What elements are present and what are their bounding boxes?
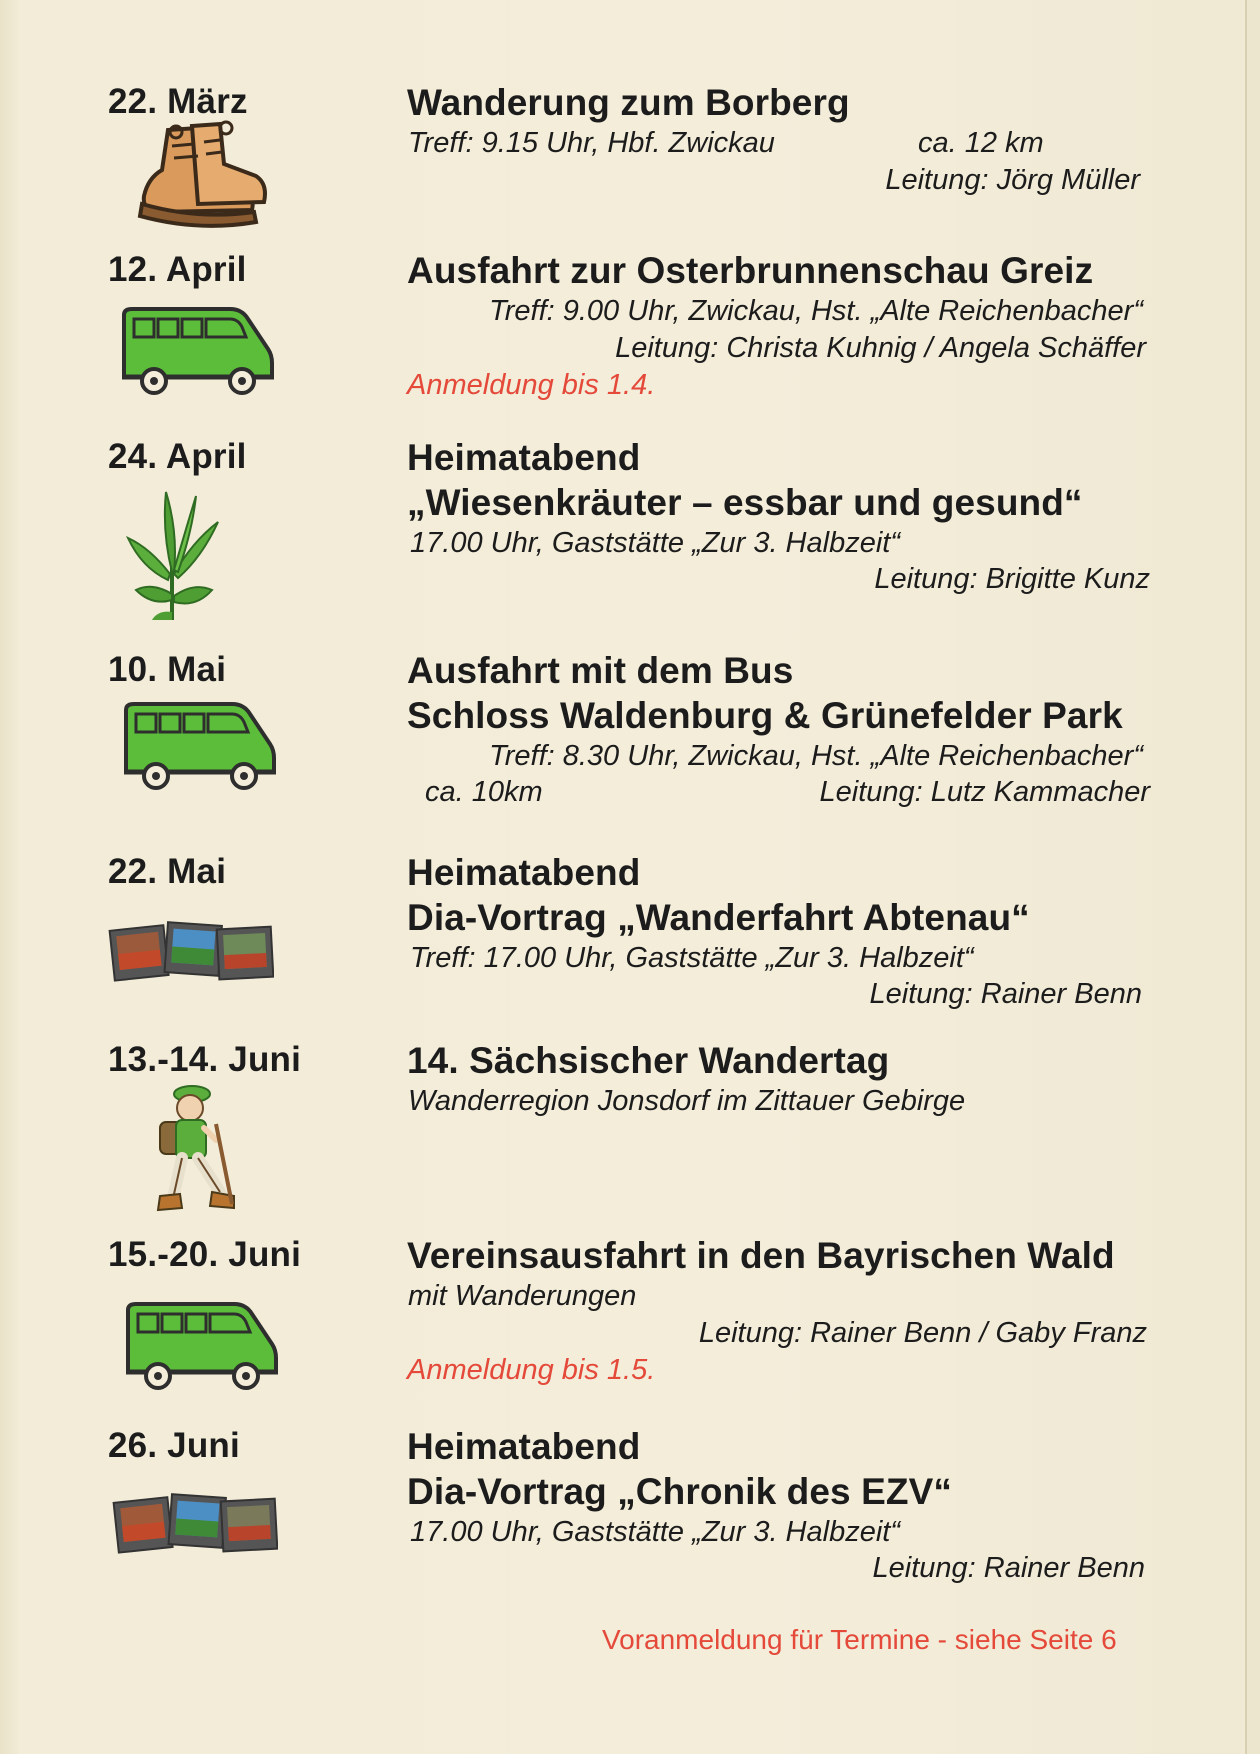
event-meeting-info: Treff: 17.00 Uhr, Gaststätte „Zur 3. Halbzeit“	[410, 942, 974, 974]
event-leader: Leitung: Rainer Benn / Gaby Franz	[698, 1317, 1147, 1349]
event-title: Ausfahrt zur Osterbrunnenschau Greiz	[407, 250, 1094, 291]
event-title: Heimatabend	[407, 1426, 641, 1467]
event-meeting-info: Treff: 9.00 Uhr, Zwickau, Hst. „Alte Reichenbacher“	[489, 295, 1143, 327]
registration-deadline: Anmeldung bis 1.5.	[407, 1354, 656, 1386]
event-leader: Leitung: Rainer Benn	[869, 978, 1142, 1010]
photo-slides-icon	[112, 1488, 278, 1560]
event-date: 12. April	[108, 250, 247, 289]
event-date: 13.-14. Juni	[108, 1040, 302, 1079]
event-date: 15.-20. Juni	[108, 1235, 302, 1274]
event-leader: Leitung: Rainer Benn	[872, 1552, 1145, 1584]
event-title: Wanderung zum Borberg	[407, 82, 850, 123]
bus-icon	[122, 1300, 282, 1392]
event-date: 24. April	[108, 437, 247, 476]
event-leader: Leitung: Jörg Müller	[885, 164, 1140, 196]
bus-icon	[120, 700, 280, 792]
event-meeting-info: Treff: 9.15 Uhr, Hbf. Zwickau	[408, 127, 775, 159]
hiking-boots-icon	[128, 120, 268, 232]
event-title: Vereinsausfahrt in den Bayrischen Wald	[407, 1235, 1115, 1276]
hiker-icon	[150, 1084, 260, 1220]
event-meeting-info: 17.00 Uhr, Gaststätte „Zur 3. Halbzeit“	[410, 527, 900, 559]
event-date: 22. Mai	[108, 852, 227, 891]
footer-note: Voranmeldung für Termine - siehe Seite 6	[602, 1624, 1117, 1655]
event-title: Ausfahrt mit dem Bus	[407, 650, 794, 691]
event-title: 14. Sächsischer Wandertag	[407, 1040, 890, 1081]
event-date: 10. Mai	[108, 650, 227, 689]
bus-icon	[118, 305, 278, 397]
event-meeting-info: mit Wanderungen	[408, 1280, 637, 1312]
event-subtitle: Dia-Vortrag „Wanderfahrt Abtenau“	[407, 897, 1030, 938]
event-date: 26. Juni	[108, 1426, 240, 1465]
event-leader: Leitung: Christa Kuhnig / Angela Schäffer	[615, 332, 1146, 364]
event-date: 22. März	[108, 82, 248, 121]
event-distance: ca. 12 km	[918, 127, 1044, 159]
photo-slides-icon	[108, 916, 274, 988]
event-subtitle: Dia-Vortrag „Chronik des EZV“	[407, 1471, 952, 1512]
event-title: Heimatabend	[407, 852, 641, 893]
event-leader: Leitung: Lutz Kammacher	[819, 776, 1150, 808]
event-leader: Leitung: Brigitte Kunz	[874, 563, 1150, 595]
event-title: Heimatabend	[407, 437, 641, 478]
event-subtitle: Schloss Waldenburg & Grünefelder Park	[407, 695, 1123, 736]
event-subtitle: „Wiesenkräuter – essbar und gesund“	[407, 482, 1083, 523]
event-meeting-info: 17.00 Uhr, Gaststätte „Zur 3. Halbzeit“	[410, 1516, 900, 1548]
event-meeting-info: Treff: 8.30 Uhr, Zwickau, Hst. „Alte Reichenbacher“	[489, 740, 1143, 772]
herb-plant-icon	[122, 482, 222, 622]
event-distance: ca. 10km	[425, 776, 543, 808]
registration-deadline: Anmeldung bis 1.4.	[407, 369, 656, 401]
event-meeting-info: Wanderregion Jonsdorf im Zittauer Gebirge	[408, 1085, 966, 1117]
